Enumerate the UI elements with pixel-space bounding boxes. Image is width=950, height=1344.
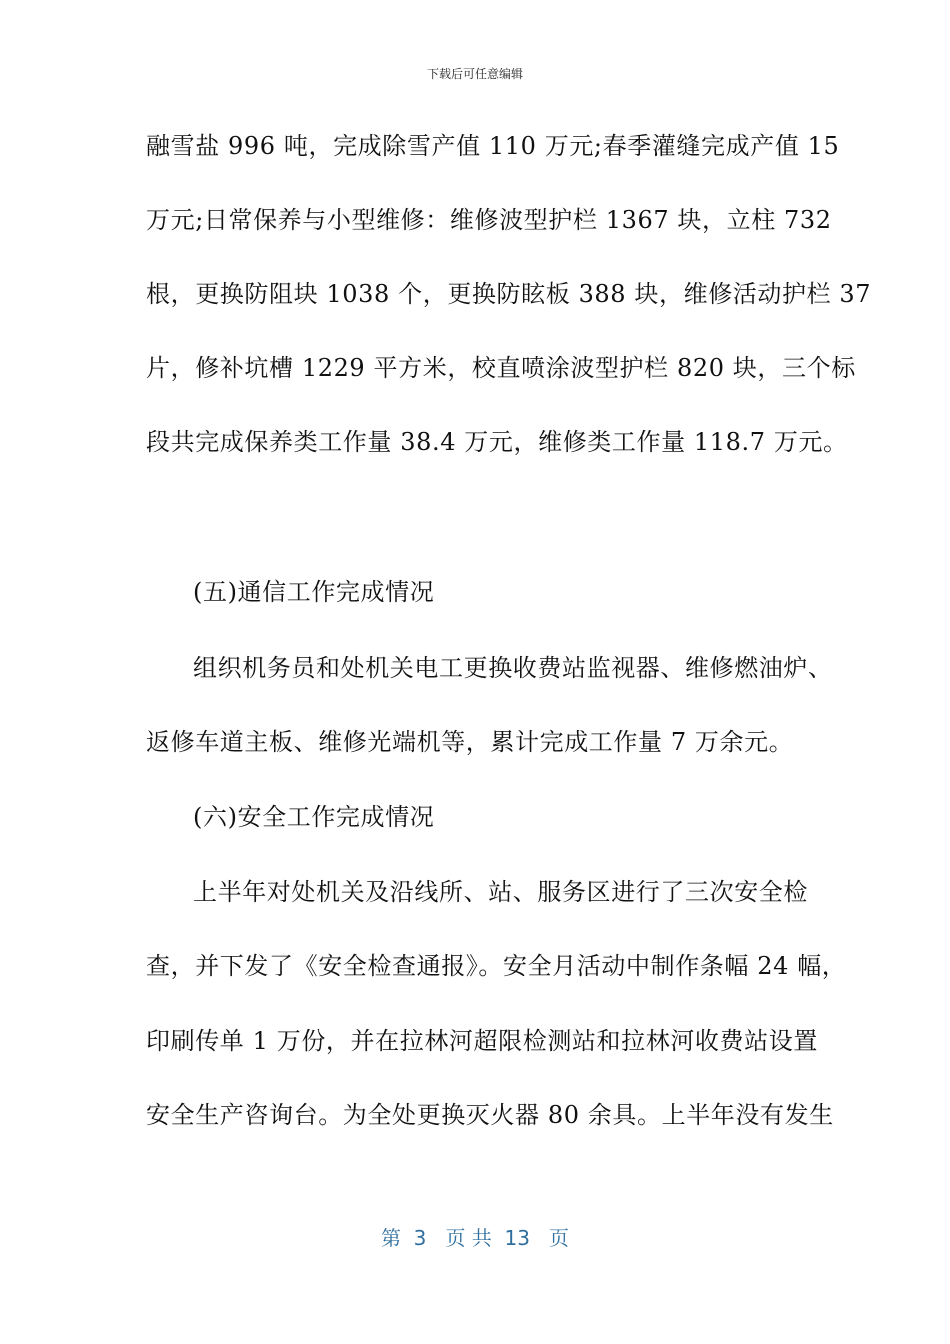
- body-line-1: 融雪盐 996 吨，完成除雪产值 110 万元;春季灌缝完成产值 15: [146, 132, 840, 160]
- body-line-13: 安全生产咨询台。为全处更换灭火器 80 余具。上半年没有发生: [146, 1101, 834, 1129]
- section-heading-safety: (六)安全工作完成情况: [193, 803, 435, 831]
- page-number-footer: 第 3 页 共 13 页: [380, 1226, 570, 1250]
- body-line-12: 印刷传单 1 万份，并在拉林河超限检测站和拉林河收费站设置: [146, 1027, 818, 1055]
- body-line-10: 上半年对处机关及沿线所、站、服务区进行了三次安全检: [193, 878, 808, 906]
- body-line-2: 万元;日常保养与小型维修：维修波型护栏 1367 块，立柱 732: [146, 206, 832, 234]
- body-line-11: 查，并下发了《安全检查通报》。安全月活动中制作条幅 24 幅，: [146, 952, 847, 980]
- section-heading-communication: (五)通信工作完成情况: [193, 578, 435, 606]
- body-line-8: 返修车道主板、维修光端机等，累计完成工作量 7 万余元。: [146, 728, 794, 756]
- body-line-5: 段共完成保养类工作量 38.4 万元，维修类工作量 118.7 万元。: [146, 428, 848, 456]
- page-header: 下载后可任意编辑: [426, 67, 523, 81]
- body-line-3: 根，更换防阻块 1038 个，更换防眩板 388 块，维修活动护栏 37: [146, 280, 872, 308]
- body-line-4: 片，修补坑槽 1229 平方米，校直喷涂波型护栏 820 块，三个标: [146, 354, 856, 382]
- body-line-7: 组织机务员和处机关电工更换收费站监视器、维修燃油炉、: [193, 654, 833, 682]
